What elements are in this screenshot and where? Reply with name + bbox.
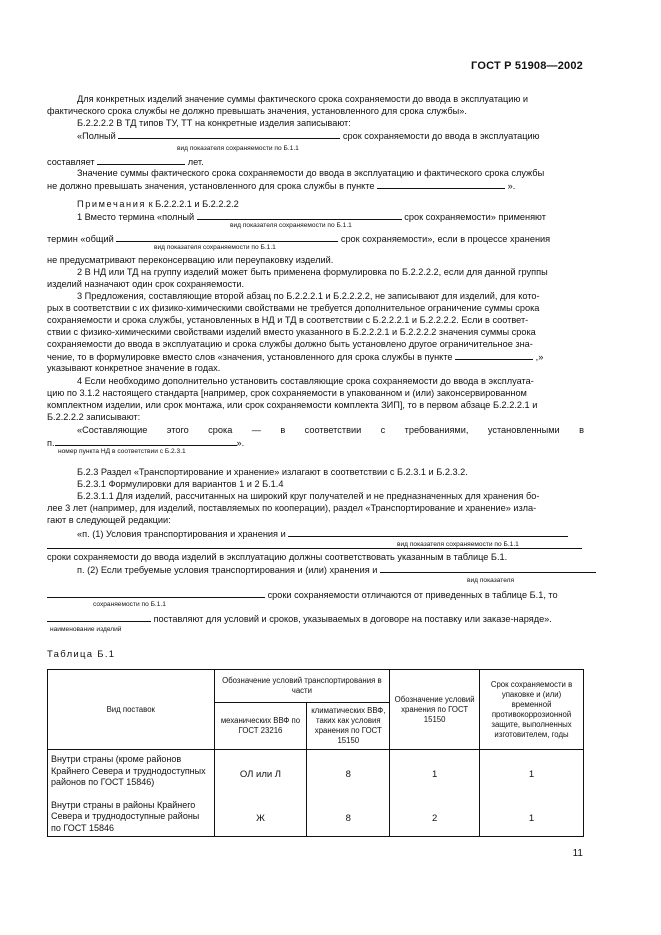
paragraph-line: рых в соответствии с их физико-химическими свойствами не требуется дополнительное ограничение суммы срока — [47, 303, 540, 313]
paragraph-line: указывают конкретное значение в годах. — [47, 363, 221, 373]
header-clim: климатических ВВФ, таких как условия хранения по ГОСТ 15150 — [307, 703, 390, 750]
blank-field — [55, 436, 237, 446]
field-caption: номер пункта НД в соответствии с Б.2.3.1 — [58, 448, 186, 455]
blank-field — [47, 612, 151, 622]
field-caption: сохраняемости по Б.1.1 — [93, 601, 166, 608]
paragraph-line: гают в следующей редакции: — [47, 515, 171, 525]
blank-field — [288, 527, 568, 537]
blank-field — [380, 563, 596, 573]
table-title: Таблица Б.1 — [47, 649, 116, 660]
cell-vid: Внутри страны (кроме районов Крайнего Севера и труднодоступных районов по ГОСТ 15846) Внутри страны в районы Крайнего Севера и труднодоступные районы по ГОСТ 15846 — [48, 750, 215, 837]
paragraph-line: Б.2.2.2.2 В ТД типов ТУ, ТТ на конкретные изделия записывают: — [77, 118, 351, 128]
paragraph-line: лее 3 лет (например, для изделий, поставляемых по кооперации), раздел «Транспортирование и хранение» изла- — [47, 503, 537, 513]
paragraph-line: сохраняемости и срока службы, установленных в НД и ТД в соответствии с Б.2.2.2.1 и Б.2.2.2.2. Если в соответ- — [47, 315, 529, 325]
header-mech: механических ВВФ по ГОСТ 23216 — [214, 703, 307, 750]
blank-field — [118, 129, 340, 139]
form-line-full: «Полный срок сохраняемости до ввода в эксплуатацию — [77, 131, 540, 141]
paragraph-line: Б.2.3.1.1 Для изделий, рассчитанных на широкий круг получателей и не предназначенных для хранения бо- — [77, 491, 540, 501]
cell-mech: ОЛ или Л Ж — [214, 750, 307, 837]
blank-field — [197, 210, 402, 220]
header-vid: Вид поставок — [48, 670, 215, 750]
form-line-n4: п. ». — [47, 438, 245, 448]
field-caption: вид показателя сохраняемости по Б.1.1 — [177, 145, 299, 152]
cell-clim: 8 8 — [307, 750, 390, 837]
paragraph-line: изделий назначают один срок сохраняемости. — [47, 279, 245, 289]
paragraph-line: Б.2.3.1 Формулировки для вариантов 1 и 2 Б.1.4 — [77, 479, 284, 489]
blank-field — [377, 179, 505, 189]
field-caption: наименование изделий — [50, 626, 122, 633]
cell-storage: 1 2 — [390, 750, 480, 837]
form-line-sum: не должно превышать значения, установленного для срока службы в пункте ». — [47, 181, 516, 191]
cell-term: 1 1 — [480, 750, 584, 837]
header-group: Обозначение условий транспортирования в части — [214, 670, 390, 703]
paragraph-line: Б.2.2.2.2 записывают: — [47, 412, 141, 422]
header-storage: Обозначение условий хранения по ГОСТ 15150 — [390, 670, 480, 750]
paragraph-line: Б.2.3 Раздел «Транспортирование и хранение» излагают в соответствии с Б.2.3.1 и Б.2.3.2. — [77, 467, 468, 477]
field-caption: вид показателя — [467, 577, 515, 584]
blank-field — [455, 350, 533, 360]
paragraph-line: Значение суммы фактического срока сохраняемости до ввода в эксплуатацию и фактического срока службы — [77, 168, 545, 178]
form-line-p2-end: поставляют для условий и сроков, указываемых в договоре на поставку или заказе-наряде». — [47, 612, 584, 625]
notes-title: Примечания к Б.2.2.2.1 и Б.2.2.2.2 — [77, 199, 239, 209]
form-line-p2: п. (2) Если требуемые условия транспортирования и (или) хранения и — [77, 563, 584, 576]
field-caption: вид показателя сохраняемости по Б.1.1 — [154, 244, 276, 251]
blank-field — [97, 155, 185, 165]
table-row — [48, 750, 584, 837]
form-line-p1: «п. (1) Условия транспортирования и хранения и — [77, 527, 584, 540]
page-number: 11 — [572, 848, 583, 859]
form-line-sostavl: составляет лет. — [47, 157, 204, 167]
blank-field — [116, 232, 338, 242]
paragraph-line: цию по 3.1.2 настоящего стандарта [например, срок сохраняемости в упакованном и (или) законсервированном — [47, 388, 527, 398]
paragraph-line: комплектном изделии, или срок монтажа, или срок сохраняемости комплекта ЗИП], то в первом абзаце Б.2.2.2.1 и — [47, 400, 538, 410]
paragraph-line: не предусматривают переконсервацию или переупаковку изделий. — [47, 255, 334, 265]
paragraph-line: 2 В НД или ТД на группу изделий может быть применена формулировка по Б.2.2.2.2, если для данной группы — [77, 267, 548, 277]
field-caption: вид показателя сохраняемости по Б.1.1 — [397, 541, 519, 548]
paragraph-line: фактического срока службы не должно превышать значения, установленного для срока службы». — [47, 106, 467, 116]
note-1-line: 1 Вместо термина «полный срок сохраняемости» применяют — [77, 212, 546, 222]
paragraph-line: сохраняемости до ввода в эксплуатацию и срока службы должно быть установлено другое ограничительное зна- — [47, 339, 533, 349]
blank-field — [47, 588, 265, 598]
paragraph-line: Для конкретных изделий значение суммы фактического срока сохраняемости до ввода в эксплуатацию и — [77, 94, 529, 104]
field-caption: вид показателя сохраняемости по Б.1.1 — [230, 222, 352, 229]
paragraph-line: 3 Предложения, составляющие второй абзац по Б.2.2.2.1 и Б.2.2.2.2, не записывают для изделий, для кото- — [77, 291, 540, 301]
paragraph-line: 4 Если необходимо дополнительно установить составляющие срока сохраняемости до ввода в эксплуата- — [77, 376, 534, 386]
header-term: Срок сохраняемости в упаковке и (или) временной противокоррозионной защите, выполненных изготовителем, годы — [480, 670, 584, 750]
form-line-p2-cont: сроки сохраняемости отличаются от приведенных в таблице Б.1, то — [47, 588, 584, 601]
standard-header: ГОСТ Р 51908—2002 — [471, 60, 583, 72]
table-b1 — [47, 669, 584, 837]
note-1-line-2: термин «общий срок сохраняемости», если в процессе хранения — [47, 234, 551, 244]
paragraph-line: «Составляющие этого срока — в соответствии с требованиями, установленными в — [77, 425, 584, 435]
paragraph-line: ствии с физико-химическими свойствами изделий вместо указанного в Б.2.2.2.1 и Б.2.2.2.2 значения суммы срока — [47, 327, 536, 337]
form-line-n3: чение, то в формулировке вместо слов «значения, установленного для срока службы в пункте ,» — [47, 352, 544, 362]
paragraph-line: сроки сохраняемости до ввода изделий в эксплуатацию должны соответствовать указанным в таблице Б.1. — [47, 552, 508, 562]
